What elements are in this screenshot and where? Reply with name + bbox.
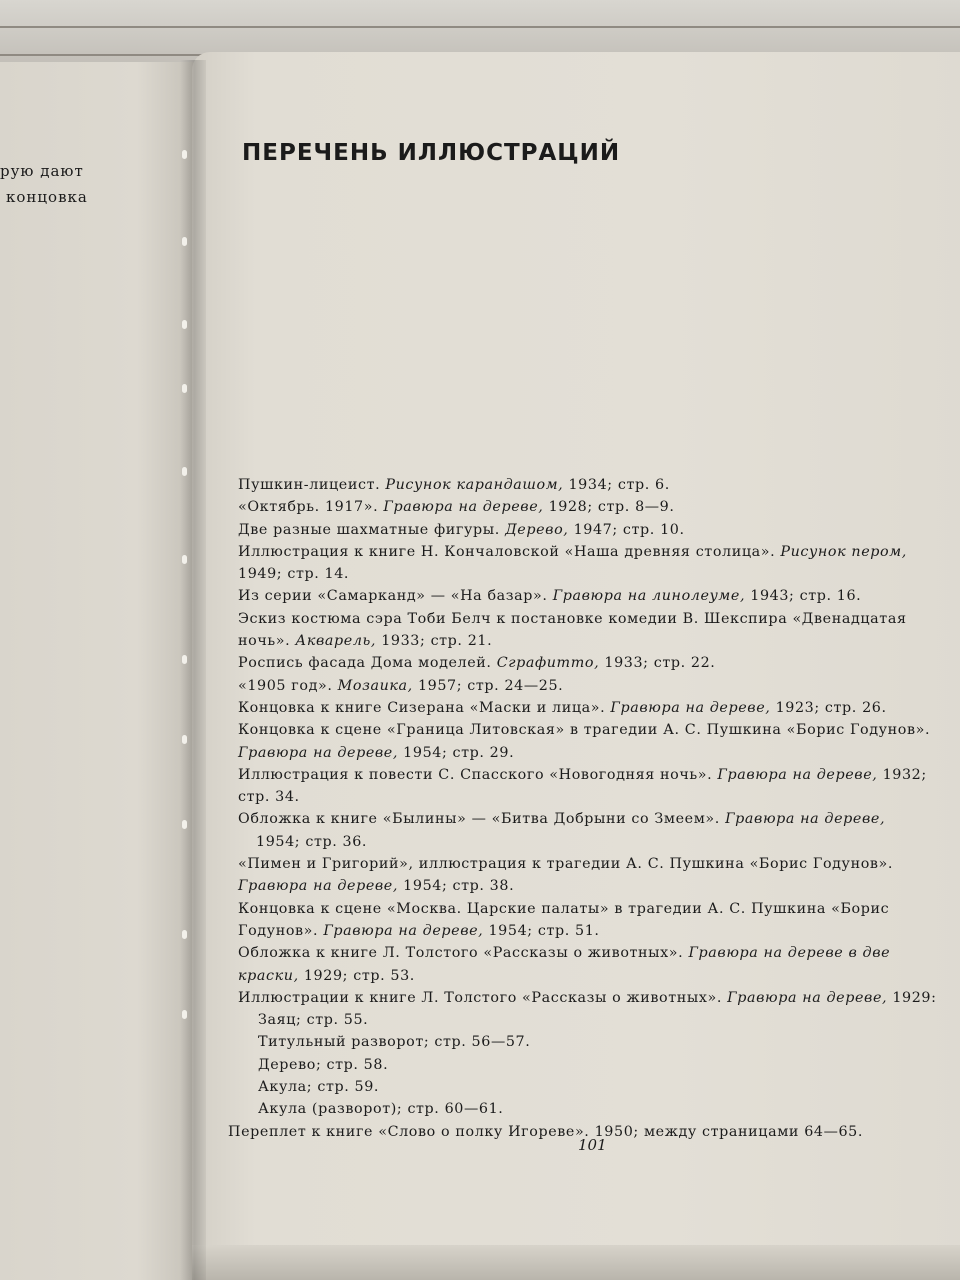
list-line: Две разные шахматные фигуры. Дерево, 1947; стр. 10. xyxy=(238,521,685,538)
binding-stitch xyxy=(182,384,187,393)
list-line: Иллюстрация к книге Н. Кончаловской «Наша древняя столица». Рисунок пером, xyxy=(238,543,907,560)
binding-stitch xyxy=(182,930,187,939)
list-line: Годунов». Гравюра на дереве, 1954; стр. 51. xyxy=(238,922,600,939)
list-line: Обложка к книге Л. Толстого «Рассказы о животных». Гравюра на дереве в две xyxy=(238,945,891,962)
list-line: Титульный разворот; стр. 56—57. xyxy=(258,1034,531,1051)
list-line: Переплет к книге «Слово о полку Игореве». 1950; между страницами 64—65. xyxy=(228,1123,864,1140)
page-heading: ПЕРЕЧЕНЬ ИЛЛЮСТРАЦИЙ xyxy=(242,140,621,166)
list-line: Гравюра на дереве, 1954; стр. 38. xyxy=(238,878,515,895)
list-line: «Пимен и Григорий», иллюстрация к трагедии А. С. Пушкина «Борис Годунов». xyxy=(238,856,894,873)
binding-stitch xyxy=(182,820,187,829)
list-line: стр. 34. xyxy=(238,789,300,806)
binding-stitch xyxy=(182,150,187,159)
list-line: Дерево; стр. 58. xyxy=(258,1056,389,1073)
list-line: Заяц; стр. 55. xyxy=(258,1012,369,1029)
page-edge xyxy=(192,1245,960,1280)
left-page-text-line: рую дают xyxy=(0,162,84,180)
list-line: Иллюстрации к книге Л. Толстого «Рассказы о животных». Гравюра на дереве, 1929: xyxy=(238,989,937,1006)
list-line: Акула (разворот); стр. 60—61. xyxy=(258,1101,504,1118)
list-line: 1954; стр. 36. xyxy=(256,833,368,850)
list-line: Роспись фасада Дома моделей. Сграфитто, 1933; стр. 22. xyxy=(238,655,716,672)
list-line: Концовка к сцене «Граница Литовская» в трагедии А. С. Пушкина «Борис Годунов». xyxy=(238,722,931,739)
list-line: Концовка к книге Сизерана «Маски и лица». Гравюра на дереве, 1923; стр. 26. xyxy=(238,699,887,716)
binding-stitch xyxy=(182,467,187,476)
binding-stitch xyxy=(182,1010,187,1019)
list-line: краски, 1929; стр. 53. xyxy=(238,967,415,984)
list-line: Акула; стр. 59. xyxy=(258,1079,380,1096)
list-line: ночь». Акварель, 1933; стр. 21. xyxy=(238,633,493,650)
illustration-list xyxy=(228,474,937,1143)
binding-stitch xyxy=(182,735,187,744)
binding-stitch xyxy=(182,320,187,329)
binding-stitch xyxy=(182,655,187,664)
list-line: 1949; стр. 14. xyxy=(238,566,350,583)
list-line: «1905 год». Мозаика, 1957; стр. 24—25. xyxy=(238,677,564,694)
list-line: Обложка к книге «Былины» — «Битва Добрыни со Змеем». Гравюра на дереве, xyxy=(238,811,886,828)
binding-stitch xyxy=(182,555,187,564)
left-page xyxy=(0,62,196,1280)
plank-seam xyxy=(0,26,960,28)
binding-stitch xyxy=(182,237,187,246)
list-line: Гравюра на дереве, 1954; стр. 29. xyxy=(238,744,515,761)
list-line: Пушкин-лицеист. Рисунок карандашом, 1934; стр. 6. xyxy=(238,477,670,493)
list-line: «Октябрь. 1917». Гравюра на дереве, 1928; стр. 8—9. xyxy=(238,499,675,516)
list-line: Эскиз костюма сэра Тоби Белч к постановке комедии В. Шекспира «Двенадцатая xyxy=(238,610,907,627)
page-number: 101 xyxy=(578,1136,607,1154)
list-line: Из серии «Самарканд» — «На базар». Гравюра на линолеуме, 1943; стр. 16. xyxy=(238,588,862,605)
list-line: Концовка к сцене «Москва. Царские палаты» в трагедии А. С. Пушкина «Борис xyxy=(238,900,890,917)
list-line: Иллюстрация к повести С. Спасского «Новогодняя ночь». Гравюра на дереве, 1932; xyxy=(238,766,927,783)
left-page-text-line: концовка xyxy=(6,188,88,206)
